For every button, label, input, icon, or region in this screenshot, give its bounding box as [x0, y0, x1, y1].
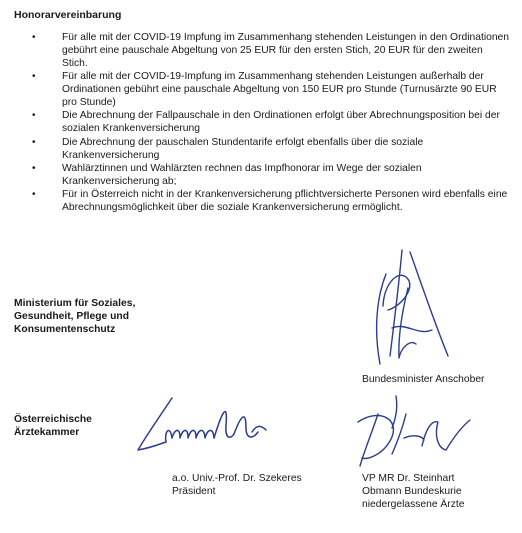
list-item [22, 137, 510, 163]
vp-title: Obmann Bundeskurie [362, 486, 462, 497]
bullet-text: Für in Österreich nicht in der Krankenversicherung pflichtversicherte Personen wird ebenfalls eine Abrechnungsmöglichkeit über die soziale Krankenversicherung ermöglicht. [62, 189, 508, 214]
vp-subtitle: niedergelassene Ärzte [362, 499, 465, 510]
ministry-line: Gesundheit, Pflege und [14, 311, 129, 322]
president-name: a.o. Univ.-Prof. Dr. Szekeres [172, 473, 302, 484]
bullet-icon: • [32, 71, 36, 83]
chamber-line: Österreichische [14, 414, 92, 425]
minister-caption: Bundesminister Anschober [362, 374, 485, 385]
document-heading: Honorarvereinbarung [14, 9, 122, 21]
list-item [22, 110, 510, 136]
list-item [22, 71, 510, 110]
bullet-icon: • [32, 110, 36, 122]
president-caption [172, 472, 302, 498]
list-item [22, 32, 510, 71]
ministry-line: Ministerium für Soziales, [14, 298, 136, 309]
bullet-icon: • [32, 136, 36, 148]
bullet-text: Wahlärztinnen und Wahlärzten rechnen das Impfhonorar im Wege der sozialen Krankenversicherung ab; [62, 163, 422, 187]
bullet-text: Für alle mit der COVID-19 Impfung im Zusammenhang stehenden Leistungen in den Ordinationen gebührt eine pauschale Abgeltung von 25 EUR für den ersten Stich, 20 EUR für den zweiten Stich. [62, 32, 510, 69]
bullet-list [22, 32, 510, 216]
ministry-line: Konsumentenschutz [14, 324, 116, 335]
list-item [22, 189, 510, 215]
chamber-line: Ärztekammer [14, 427, 80, 438]
list-item [22, 163, 510, 189]
ministry-name [14, 297, 184, 336]
president-signature-icon [130, 392, 280, 462]
bullet-text: Für alle mit der COVID-19-Impfung im Zusammenhang stehenden Leistungen außerhalb der Ordinationen gebührt eine pauschale Abgeltung von 150 EUR pro Stunde (Turnusärzte 90 EUR pro Stunde) [62, 71, 497, 109]
bullet-icon: • [32, 163, 36, 175]
vp-signature-icon [352, 392, 482, 472]
vp-caption [362, 472, 464, 511]
bullet-icon: • [32, 189, 36, 201]
president-title: Präsident [172, 486, 216, 497]
minister-signature-icon [362, 244, 458, 376]
bullet-text: Die Abrechnung der Fallpauschale in den Ordinationen erfolgt über Abrechnungsposition bei der sozialen Krankenversicherung [62, 110, 500, 135]
vp-name: VP MR Dr. Steinhart [362, 473, 455, 484]
bullet-text: Die Abrechnung der pauschalen Stundentarife erfolgt ebenfalls über die soziale Krankenversicherung [62, 136, 424, 161]
bullet-icon: • [32, 32, 36, 43]
